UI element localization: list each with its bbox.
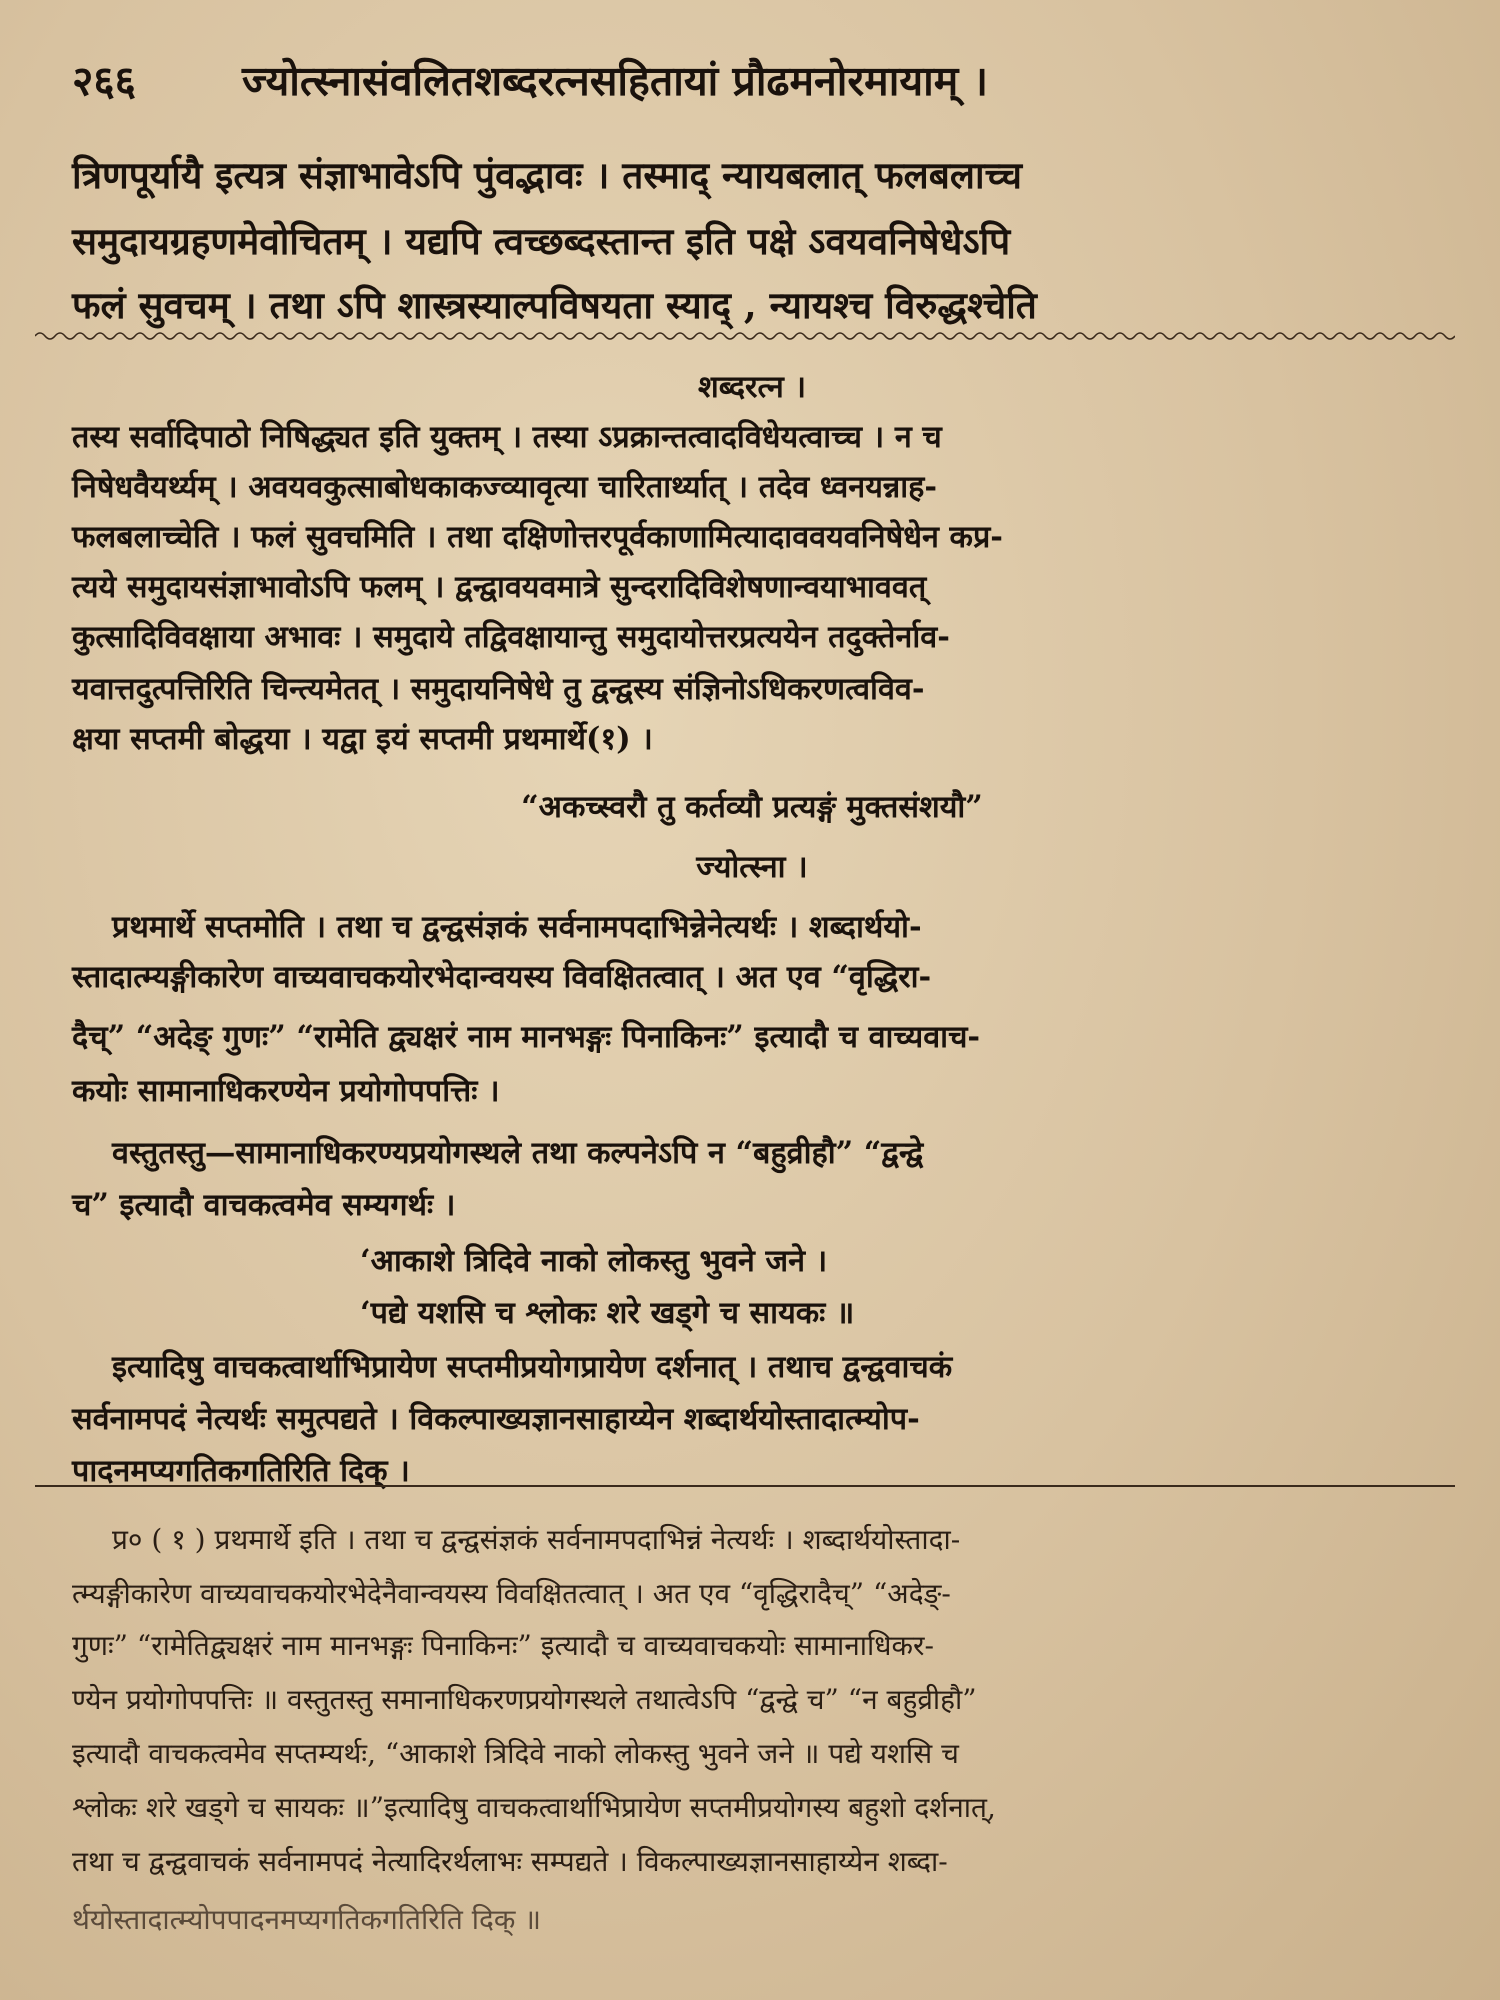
- running-title: ज्योत्स्नासंवलितशब्दरत्नसहितायां प्रौढमनोरमायाम् ।: [242, 57, 989, 105]
- page-header: [72, 52, 1432, 108]
- verse-line: ‘पद्ये यशसि च श्लोकः शरे खड्गे च सायकः ॥: [360, 1295, 855, 1331]
- footnote-line: र्थयोस्तादात्म्योपपादनमप्यगतिकगतिरिति दिक् ॥: [72, 1903, 542, 1936]
- jyotsna-heading: ज्योत्स्ना ।: [696, 849, 808, 885]
- footnote-line: श्लोकः शरे खड्गे च सायकः ॥”इत्यादिषु वाचकत्वार्थाभिप्रायेण सप्तमीप्रयोगस्य बहुशो दर्शनात्,: [72, 1791, 996, 1824]
- shabdaratna-heading: शब्दरत्न ।: [697, 369, 807, 405]
- verse-quote: “अकच्स्वरौ तु कर्तव्यौ प्रत्यङ्गं मुक्तसंशयौ”: [521, 789, 983, 825]
- page-number: २६६: [72, 57, 136, 105]
- main-text-line: त्रिणपूर्यायै इत्यत्र संज्ञाभावेऽपि पुंवद्भावः । तस्माद् न्यायबलात् फलबलाच्च: [72, 153, 1023, 197]
- commentary-line: क्षया सप्तमी बोद्धया । यद्वा इयं सप्तमी प्रथमार्थे(१) ।: [72, 721, 653, 757]
- footnote-line: गुणः” “रामेतिद्व्यक्षरं नाम मानभङ्गः पिनाकिनः” इत्यादौ च वाच्यवाचकयोः सामानाधिकर-: [72, 1629, 934, 1662]
- footnote-line: प्र० ( १ ) प्रथमार्थे इति । तथा च द्वन्द्वसंज्ञकं सर्वनामपदाभिन्नं नेत्यर्थः । शब्दार्थयोस्तादा-: [112, 1523, 961, 1556]
- commentary-line: यवात्तदुत्पत्तिरिति चिन्त्यमेतत् । समुदायनिषेधे तु द्वन्द्वस्य संज्ञिनोऽधिकरणत्वविव-: [72, 671, 925, 707]
- footnote-divider: [35, 1485, 1455, 1487]
- commentary-line: पादनमप्यगतिकगतिरिति दिक् ।: [72, 1453, 410, 1489]
- commentary-line: निषेधवैयर्थ्यम् । अवयवकुत्साबोधकाकज्व्यावृत्या चारितार्थ्यात् । तदेव ध्वनयन्नाह-: [72, 469, 938, 505]
- commentary-line: इत्यादिषु वाचकत्वार्थाभिप्रायेण सप्तमीप्रयोगप्रायेण दर्शनात् । तथाच द्वन्द्ववाचकं: [112, 1349, 953, 1385]
- wavy-divider: [35, 330, 1455, 342]
- footnote-line: ण्येन प्रयोगोपपत्तिः ॥ वस्तुतस्तु समानाधिकरणप्रयोगस्थले तथात्वेऽपि “द्वन्द्वे च” “न बहुव्रीहौ”: [72, 1683, 977, 1716]
- footnote-line: इत्यादौ वाचकत्वमेव सप्तम्यर्थः, “आकाशे त्रिदिवे नाको लोकस्तु भुवने जने ॥ पद्ये यशसि च: [72, 1737, 959, 1770]
- main-text-line: फलं सुवचम् । तथा ऽपि शास्त्रस्याल्पविषयता स्याद् , न्यायश्च विरुद्धश्चेति: [72, 283, 1037, 327]
- footnote-line: तथा च द्वन्द्ववाचकं सर्वनामपदं नेत्यादिरर्थलाभः सम्पद्यते । विकल्पाख्यज्ञानसाहाय्येन शब्दा-: [72, 1845, 948, 1878]
- commentary-line: फलबलाच्चेति । फलं सुवचमिति । तथा दक्षिणोत्तरपूर्वकाणामित्यादाववयवनिषेधेन कप्र-: [72, 519, 1003, 555]
- commentary-line: त्यये समुदायसंज्ञाभावोऽपि फलम् । द्वन्द्वावयवमात्रे सुन्दरादिविशेषणान्वयाभाववत्: [72, 569, 927, 605]
- commentary-line: स्तादात्म्यङ्गीकारेण वाच्यवाचकयोरभेदान्वयस्य विवक्षितत्वात् । अत एव “वृद्धिरा-: [72, 959, 932, 995]
- commentary-line: च” इत्यादौ वाचकत्वमेव सम्यगर्थः ।: [72, 1187, 456, 1223]
- commentary-line: प्रथमार्थे सप्तमोति । तथा च द्वन्द्वसंज्ञकं सर्वनामपदाभिन्नेनेत्यर्थः । शब्दार्थयो-: [112, 909, 922, 945]
- commentary-line: कयोः सामानाधिकरण्येन प्रयोगोपपत्तिः ।: [72, 1073, 500, 1109]
- main-text-line: समुदायग्रहणमेवोचितम् । यद्यपि त्वच्छब्दस्तान्त इति पक्षे ऽवयवनिषेधेऽपि: [72, 219, 1011, 263]
- footnote-line: त्म्यङ्गीकारेण वाच्यवाचकयोरभेदेनैवान्वयस्य विवक्षितत्वात् । अत एव “वृद्धिरादैच्” “अदेङ्-: [72, 1577, 951, 1610]
- commentary-line: दैच्” “अदेङ् गुणः” “रामेति द्व्यक्षरं नाम मानभङ्गः पिनाकिनः” इत्यादौ च वाच्यवाच-: [72, 1019, 981, 1055]
- commentary-line: कुत्सादिविवक्षाया अभावः । समुदाये तद्विवक्षायान्तु समुदायोत्तरप्रत्ययेन तदुक्तेर्नाव-: [72, 619, 950, 655]
- commentary-line: वस्तुतस्तु—सामानाधिकरण्यप्रयोगस्थले तथा कल्पनेऽपि न “बहुव्रीहौ” “द्वन्द्वे: [112, 1135, 924, 1171]
- commentary-line: तस्य सर्वादिपाठो निषिद्ध्यत इति युक्तम् । तस्या ऽप्रक्रान्तत्वादविधेयत्वाच्च । न च: [72, 419, 942, 455]
- verse-line: ‘आकाशे त्रिदिवे नाको लोकस्तु भुवने जने ।: [360, 1243, 828, 1279]
- commentary-line: सर्वनामपदं नेत्यर्थः समुत्पद्यते । विकल्पाख्यज्ञानसाहाय्येन शब्दार्थयोस्तादात्म्योप-: [72, 1401, 920, 1437]
